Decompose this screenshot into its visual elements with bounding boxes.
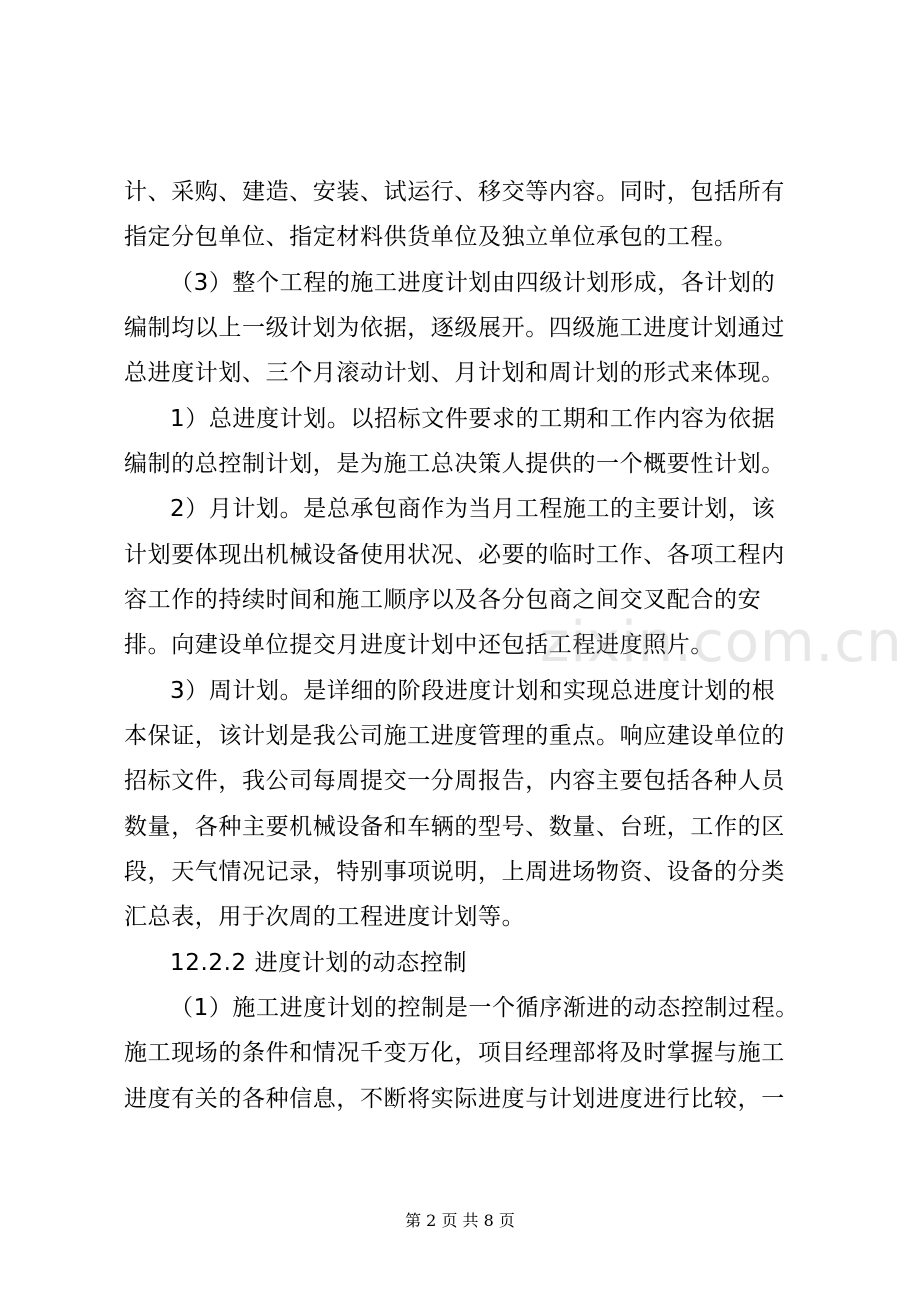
text-line: （3）整个工程的施工进度计划由四级计划形成，各计划的 [170, 270, 776, 296]
text-line: 段，天气情况记录，特别事项说明，上周进场物资、设备的分类 [124, 859, 785, 885]
text-line: 容工作的持续时间和施工顺序以及各分包商之间交叉配合的安 [124, 587, 762, 613]
text-line: 3）周计划。是详细的阶段进度计划和实现总进度计划的根 [170, 678, 776, 704]
text-line: 计、采购、建造、安装、试运行、移交等内容。同时，包括所有 [124, 179, 785, 205]
text-line: 施工现场的条件和情况千变万化，项目经理部将及时掌握与施工 [124, 1040, 785, 1066]
text-line: 1）总进度计划。以招标文件要求的工期和工作内容为依据 [170, 406, 776, 432]
watermark: zixin.com.cn [540, 610, 903, 675]
text-line: 编制的总控制计划，是为施工总决策人提供的一个概要性计划。 [124, 451, 785, 477]
text-line: 计划要体现出机械设备使用状况、必要的临时工作、各项工程内 [124, 542, 785, 568]
text-line: 2）月计划。是总承包商作为当月工程施工的主要计划，该 [170, 496, 776, 522]
text-line: 招标文件，我公司每周提交一分周报告，内容主要包括各种人员 [124, 768, 785, 794]
text-line: 进度有关的各种信息，不断将实际进度与计划进度进行比较，一 [124, 1086, 785, 1112]
text-line: 汇总表，用于次周的工程进度计划等。 [124, 904, 526, 930]
text-line: 本保证，该计划是我公司施工进度管理的重点。响应建设单位的 [124, 723, 785, 749]
text-line: 排。向建设单位提交月进度计划中还包括工程进度照片。 [124, 632, 714, 658]
text-line: 数量，各种主要机械设备和车辆的型号、数量、台班，工作的区 [124, 814, 785, 840]
section-heading: 12.2.2 进度计划的动态控制 [170, 950, 468, 976]
text-line: 总进度计划、三个月滚动计划、月计划和周计划的形式来体现。 [124, 360, 785, 386]
text-line: （1）施工进度计划的控制是一个循序渐进的动态控制过程。 [170, 995, 799, 1021]
page-footer: 第 2 页 共 8 页 [405, 1211, 515, 1230]
text-line: 指定分包单位、指定材料供货单位及独立单位承包的工程。 [124, 224, 738, 250]
text-line: 编制均以上一级计划为依据，逐级展开。四级施工进度计划通过 [124, 315, 785, 341]
